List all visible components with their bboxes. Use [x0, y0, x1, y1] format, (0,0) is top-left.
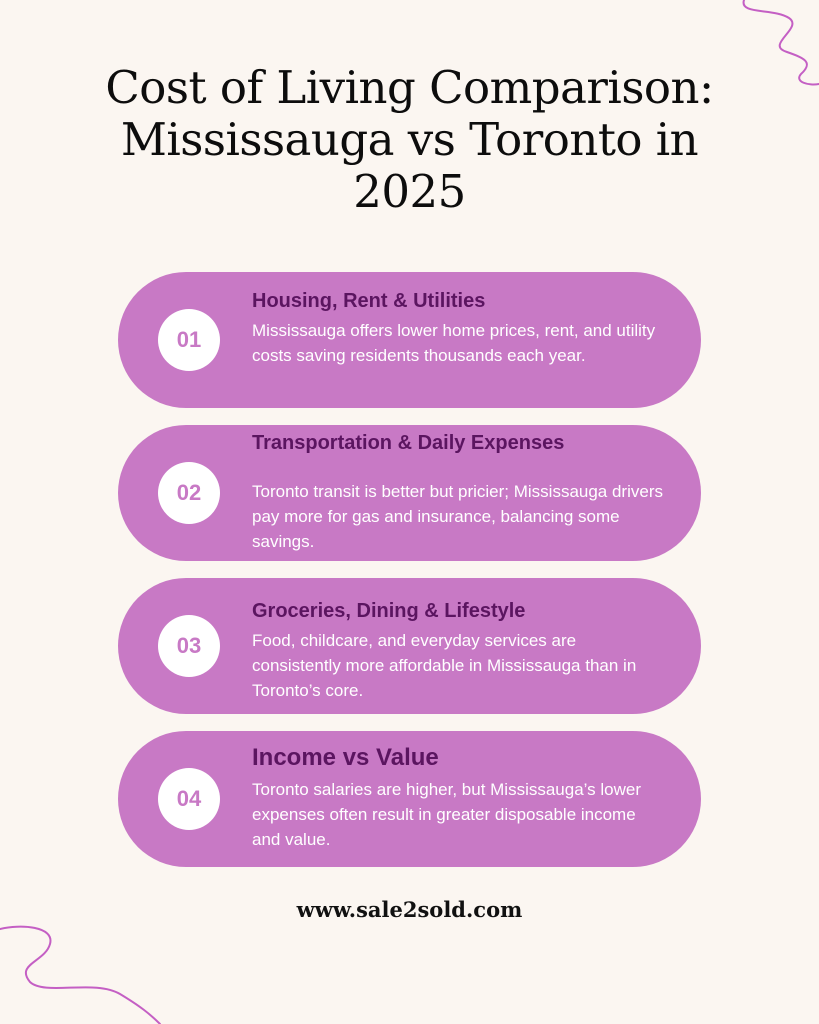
- card-groceries: [118, 578, 701, 714]
- card-description: Toronto transit is better but pricier; Mississauga drivers pay more for gas and insurance, balancing some savings.: [252, 482, 663, 551]
- card-transportation: [118, 425, 701, 561]
- title-line-3: 2025: [353, 165, 466, 218]
- card-number-badge: 04: [158, 768, 220, 830]
- title-line-2: Mississauga vs Toronto in: [120, 113, 699, 166]
- card-heading: Groceries, Dining & Lifestyle: [252, 600, 526, 622]
- card-housing: [118, 272, 701, 408]
- card-number-badge: 01: [158, 309, 220, 371]
- page-title: [60, 62, 759, 218]
- card-text: [252, 290, 665, 368]
- card-heading: Housing, Rent & Utilities: [252, 290, 486, 312]
- title-line-1: Cost of Living Comparison:: [105, 61, 714, 114]
- card-text: [252, 479, 665, 554]
- card-text: [252, 745, 665, 852]
- card-heading: Income vs Value: [252, 744, 439, 771]
- card-text: [252, 432, 571, 454]
- card-description: Food, childcare, and everyday services are consistently more affordable in Mississauga than in Toronto’s core.: [252, 631, 637, 700]
- decorative-squiggle-bottom-left: [0, 924, 170, 1024]
- website-url: www.sale2sold.com: [296, 897, 523, 922]
- card-description: Toronto salaries are higher, but Mississauga’s lower expenses often result in greater disposable income and value.: [252, 780, 641, 849]
- comparison-cards: [118, 272, 701, 884]
- card-income: [118, 731, 701, 867]
- card-description: Mississauga offers lower home prices, rent, and utility costs saving residents thousands each year.: [252, 321, 656, 365]
- card-heading: Transportation & Daily Expenses: [252, 432, 565, 454]
- card-number-badge: 03: [158, 615, 220, 677]
- card-number-badge: 02: [158, 462, 220, 524]
- card-text: [252, 600, 665, 703]
